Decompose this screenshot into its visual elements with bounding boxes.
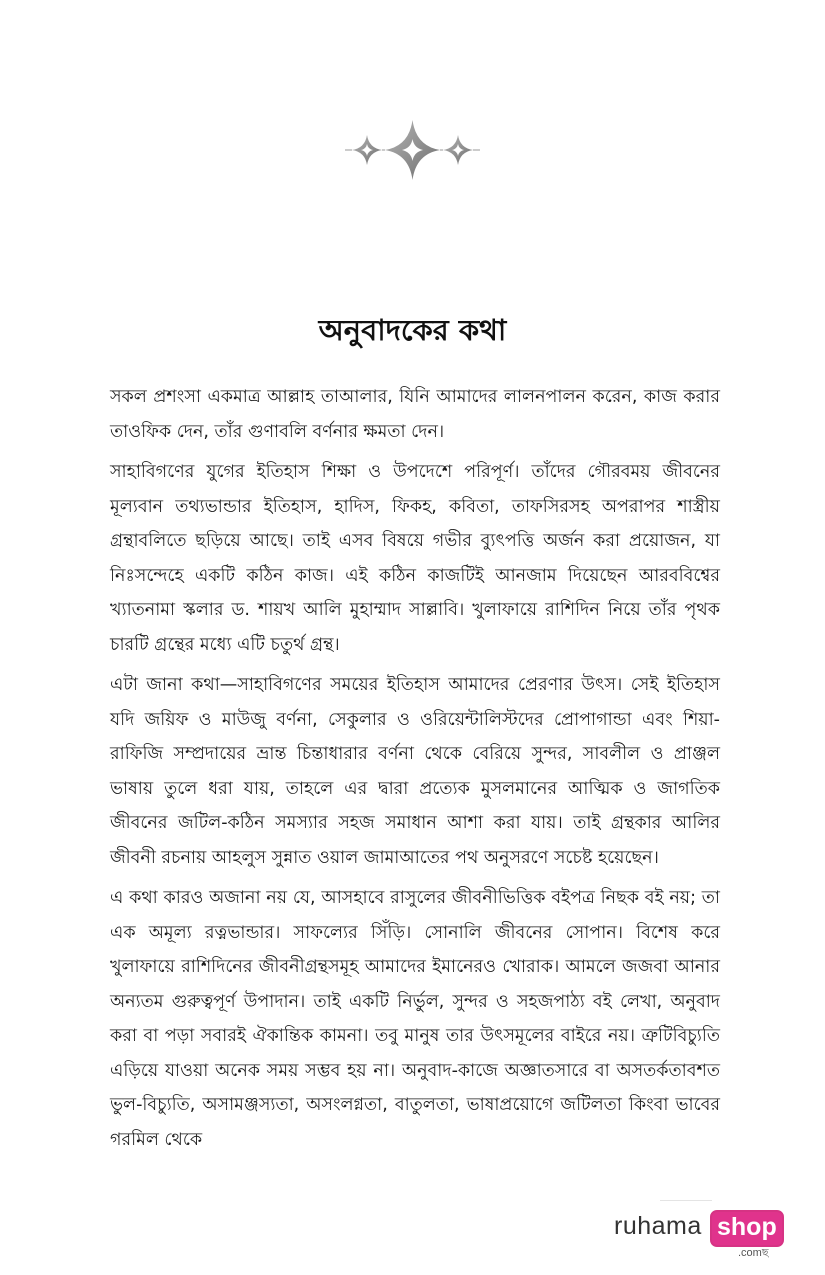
paragraph: এটা জানা কথা—সাহাবিগণের সময়ের ইতিহাস আমাদের প্রেরণার উৎস। সেই ইতিহাস যদি জয়িফ ও মাউজু বর্ণনা, সেকুলার ও ওরিয়েন্টালিস্টদের প্রোপাগান্ডা এবং শিয়া-রাফিজি সম্প্রদায়ের ভ্রান্ত চিন্তাধারার বর্ণনা থেকে বেরিয়ে সুন্দর, সাবলীল ও প্রাঞ্জল ভাষায় তুলে ধরা যায়, তাহলে এর দ্বারা প্রত্যেক মুসলমানের আত্মিক ও জাগতিক জীবনের জটিল-কঠিন সমস্যার সহজ সমাধান আশা করা যায়। তাই গ্রন্থকার আলির জীবনী রচনায় আহলুস সুন্নাত ওয়াল জামাআতের পথ অনুসরণে সচেষ্ট হয়েছেন। xyxy=(110,675,720,868)
watermark-divider xyxy=(660,1200,712,1201)
page-title: অনুবাদকের কথা xyxy=(318,313,507,347)
paragraph: সাহাবিগণের যুগের ইতিহাস শিক্ষা ও উপদেশে পরিপূর্ণ। তাঁদের গৌরবময় জীবনের মূল্যবান তথ্যভান্ডার ইতিহাস, হাদিস, ফিকহ, কবিতা, তাফসিরসহ অপরাপর শাস্ত্রীয় গ্রন্থাবলিতে ছড়িয়ে আছে। তাই এসব বিষয়ে গভীর ব্যুৎপত্তি অর্জন করা প্রয়োজন, যা নিঃসন্দেহে একটি কঠিন কাজ। এই কঠিন কাজটিই আনজাম দিয়েছেন আরববিশ্বের খ্যাতনামা স্কলার ড. শায়খ আলি মুহাম্মাদ সাল্লাবি। খুলাফায়ে রাশিদিন নিয়ে তাঁর পৃথক চারটি গ্রন্থের মধ্যে এটি চতুর্থ গ্রন্থ। xyxy=(110,462,720,655)
paragraph: সকল প্রশংসা একমাত্র আল্লাহ তাআলার, যিনি আমাদের লালনপালন করেন, কাজ করার তাওফিক দেন, তাঁর গুণাবলি বর্ণনার ক্ষমতা দেন। xyxy=(110,387,720,442)
watermark-logo xyxy=(614,1208,784,1258)
watermark-brand-text: ruhama xyxy=(614,1212,702,1240)
paragraph: এ কথা কারও অজানা নয় যে, আসহাবে রাসুলের জীবনীভিত্তিক বইপত্র নিছক বই নয়; তা এক অমূল্য রত্নভান্ডার। সাফল্যের সিঁড়ি। সোনালি জীবনের সোপান। বিশেষ করে খুলাফায়ে রাশিদিনের জীবনীগ্রন্থসমূহ আমাদের ইমানেরও খোরাক। আমলে জজবা আনার অন্যতম গুরুত্বপূর্ণ উপাদান। তাই একটি নির্ভুল, সুন্দর ও সহজপাঠ্য বই লেখা, অনুবাদ করা বা পড়া সবারই ঐকান্তিক কামনা। তবু মানুষ তার উৎসমূলের বাইরে নয়। ত্রুটিবিচ্যুতি এড়িয়ে যাওয়া অনেক সময় সম্ভব হয় না। অনুবাদ-কাজে অজ্ঞাতসারে বা অসতর্কতাবশত ভুল-বিচ্যুতি, অসামঞ্জস্যতা, অসংলগ্নতা, বাতুলতা, ভাষাপ্রয়োগে জটিলতা কিংবা ভাবের গরমিল থেকে xyxy=(110,888,720,1150)
watermark-domain: .comছ xyxy=(738,1247,769,1259)
body-text xyxy=(110,380,720,1163)
four-point-star-ornament-icon xyxy=(345,115,480,185)
watermark-brand-badge: shop xyxy=(710,1210,784,1247)
